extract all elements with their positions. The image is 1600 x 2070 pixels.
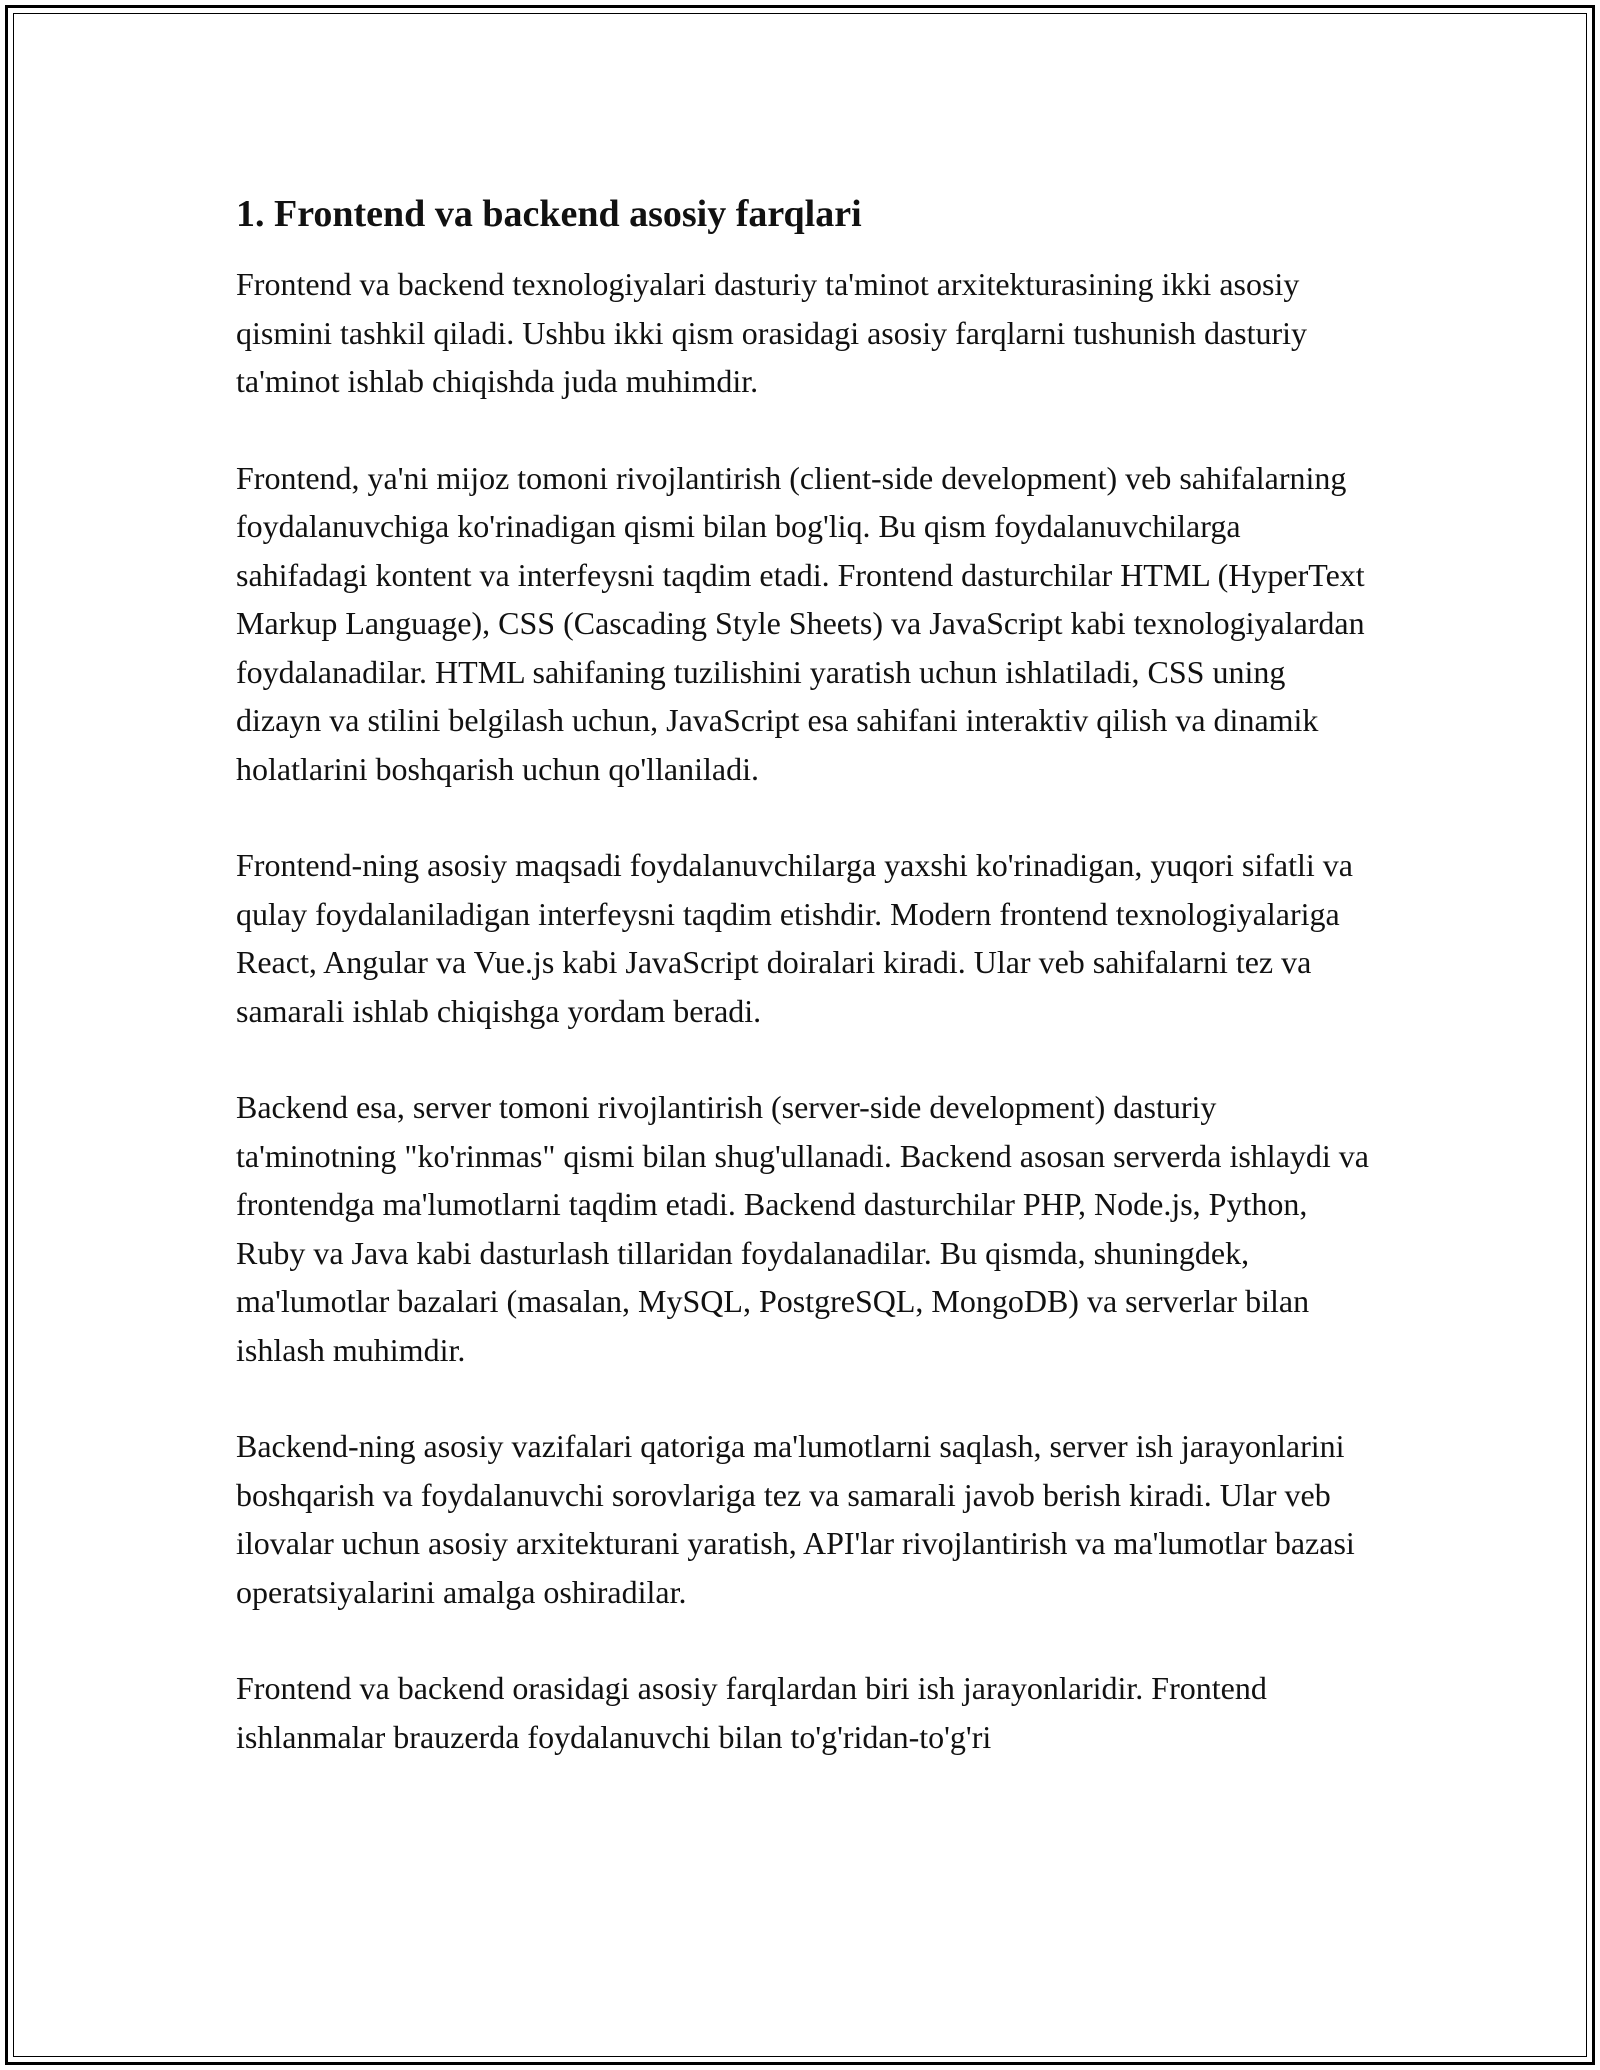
document-body: [236, 190, 1376, 1809]
paragraph-backend-tasks: Backend-ning asosiy vazifalari qatoriga ma'lumotlarni saqlash, server ish jarayonlarini boshqarish va foydalanuvchi sorovlariga tez va samarali javob berish kiradi. Ular veb ilovalar uchun asosiy arxitekturani yaratish, API'lar rivojlantirish va ma'lumotlar bazasi operatsiyalarini amalga oshiradilar.: [236, 1428, 1355, 1610]
section-heading: 1. Frontend va backend asosiy farqlari: [236, 193, 862, 235]
paragraph-intro: Frontend va backend texnologiyalari dasturiy ta'minot arxitekturasining ikki asosiy qismini tashkil qiladi. Ushbu ikki qism orasidagi asosiy farqlarni tushunish dasturiy ta'minot ishlab chiqishda juda muhimdir.: [236, 266, 1308, 399]
paragraph-differences: Frontend va backend orasidagi asosiy farqlardan biri ish jarayonlaridir. Frontend ishlanmalar brauzerda foydalanuvchi bilan to'g'ridan-to'g'ri: [236, 1670, 1267, 1755]
paragraph-frontend-goal: Frontend-ning asosiy maqsadi foydalanuvchilarga yaxshi ko'rinadigan, yuqori sifatli va qulay foydalaniladigan interfeysni taqdim etishdir. Modern frontend texnologiyalariga React, Angular va Vue.js kabi JavaScript doiralari kiradi. Ular veb sahifalarni tez va samarali ishlab chiqishga yordam beradi.: [236, 847, 1353, 1029]
paragraph-frontend-definition: Frontend, ya'ni mijoz tomoni rivojlantirish (client-side development) veb sahifalarning foydalanuvchiga ko'rinadigan qismi bilan bog'liq. Bu qism foydalanuvchilarga sahifadagi kontent va interfeysni taqdim etadi. Frontend dasturchilar HTML (HyperText Markup Language), CSS (Cascading Style Sheets) va JavaScript kabi texnologiyalardan foydalanadilar. HTML sahifaning tuzilishini yaratish uchun ishlatiladi, CSS uning dizayn va stilini belgilash uchun, JavaScript esa sahifani interaktiv qilish va dinamik holatlarini boshqarish uchun qo'llaniladi.: [236, 459, 1365, 787]
paragraph-backend-definition: Backend esa, server tomoni rivojlantirish (server-side development) dasturiy ta'minotning "ko'rinmas" qismi bilan shug'ullanadi. Backend asosan serverda ishlaydi va frontendga ma'lumotlarni taqdim etadi. Backend dasturchilar PHP, Node.js, Python, Ruby va Java kabi dasturlash tillaridan foydalanadilar. Bu qismda, shuningdek, ma'lumotlar bazalari (masalan, MySQL, PostgreSQL, MongoDB) va serverlar bilan ishlash muhimdir.: [236, 1089, 1369, 1368]
